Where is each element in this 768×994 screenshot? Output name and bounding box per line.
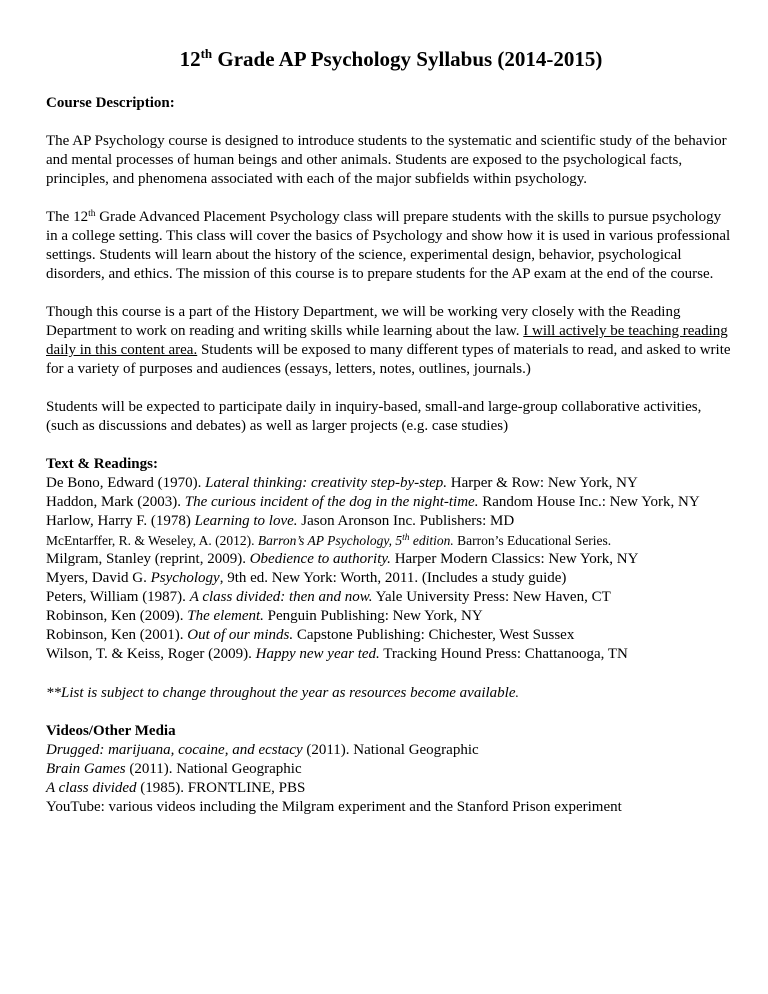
reading-item: Wilson, T. & Keiss, Roger (2009). Happy new year ted. Tracking Hound Press: Chattanooga, TN <box>46 646 628 662</box>
reading-item: Robinson, Ken (2009). The element. Penguin Publishing: New York, NY <box>46 608 483 624</box>
page-title: 12th Grade AP Psychology Syllabus (2014-2015) <box>179 46 603 71</box>
readings-heading: Text & Readings: <box>46 456 158 472</box>
syllabus-page <box>46 0 736 817</box>
media-item: Drugged: marijuana, cocaine, and ecstacy (2011). National Geographic <box>46 742 479 758</box>
media-list <box>46 741 736 817</box>
reading-item: De Bono, Edward (1970). Lateral thinking: creativity step-by-step. Harper & Row: New York, NY <box>46 475 638 491</box>
reading-item: Myers, David G. Psychology, 9th ed. New York: Worth, 2011. (Includes a study guide) <box>46 570 567 586</box>
list-change-note: **List is subject to change throughout the year as resources become available. <box>46 685 519 701</box>
reading-item: McEntarffer, R. & Weseley, A. (2012). Barron’s AP Psychology, 5th edition. Barron’s Educational Series. <box>46 533 612 548</box>
description-paragraph-3: Though this course is a part of the History Department, we will be working very closely with the Reading Department to work on reading and writing skills while learning about the law. I will actively be teaching reading daily in this content area. Students will be exposed to many different types of materials to read, and asked to write for a variety of purposes and audiences (essays, letters, notes, outlines, journals.) <box>46 304 731 377</box>
reading-item: Peters, William (1987). A class divided: then and now. Yale University Press: New Haven, CT <box>46 589 611 605</box>
reading-item: Robinson, Ken (2001). Out of our minds. Capstone Publishing: Chichester, West Sussex <box>46 627 575 643</box>
media-item: YouTube: various videos including the Milgram experiment and the Stanford Prison experiment <box>46 799 622 815</box>
media-item: Brain Games (2011). National Geographic <box>46 761 302 777</box>
course-description-heading: Course Description: <box>46 95 175 111</box>
reading-item: Harlow, Harry F. (1978) Learning to love. Jason Aronson Inc. Publishers: MD <box>46 513 515 529</box>
description-paragraph-4: Students will be expected to participate daily in inquiry-based, small-and large-group collaborative activities, (such as discussions and debates) as well as larger projects (e.g. case studies) <box>46 399 702 434</box>
underlined-statement: I will actively be teaching reading daily in this content area. <box>46 323 728 358</box>
description-paragraph-1: The AP Psychology course is designed to introduce students to the systematic and scientific study of the behavior and mental processes of human beings and other animals. Students are exposed to the psychological facts, principles, and phenomena associated with each of the major subfields within psychology. <box>46 133 727 187</box>
description-paragraph-2: The 12th Grade Advanced Placement Psychology class will prepare students with the skills to pursue psychology in a college setting. This class will cover the basics of Psychology and show how it is used in various professional settings. Students will learn about the history of the science, experimental design, behavior, psychological disorders, and ethics. The mission of this course is to prepare students for the AP exam at the end of the course. <box>46 209 731 282</box>
readings-list <box>46 474 736 664</box>
media-item: A class divided (1985). FRONTLINE, PBS <box>46 780 306 796</box>
media-heading: Videos/Other Media <box>46 723 176 739</box>
reading-item: Milgram, Stanley (reprint, 2009). Obedience to authority. Harper Modern Classics: New York, NY <box>46 551 639 567</box>
reading-item: Haddon, Mark (2003). The curious incident of the dog in the night-time. Random House Inc.: New York, NY <box>46 494 700 510</box>
